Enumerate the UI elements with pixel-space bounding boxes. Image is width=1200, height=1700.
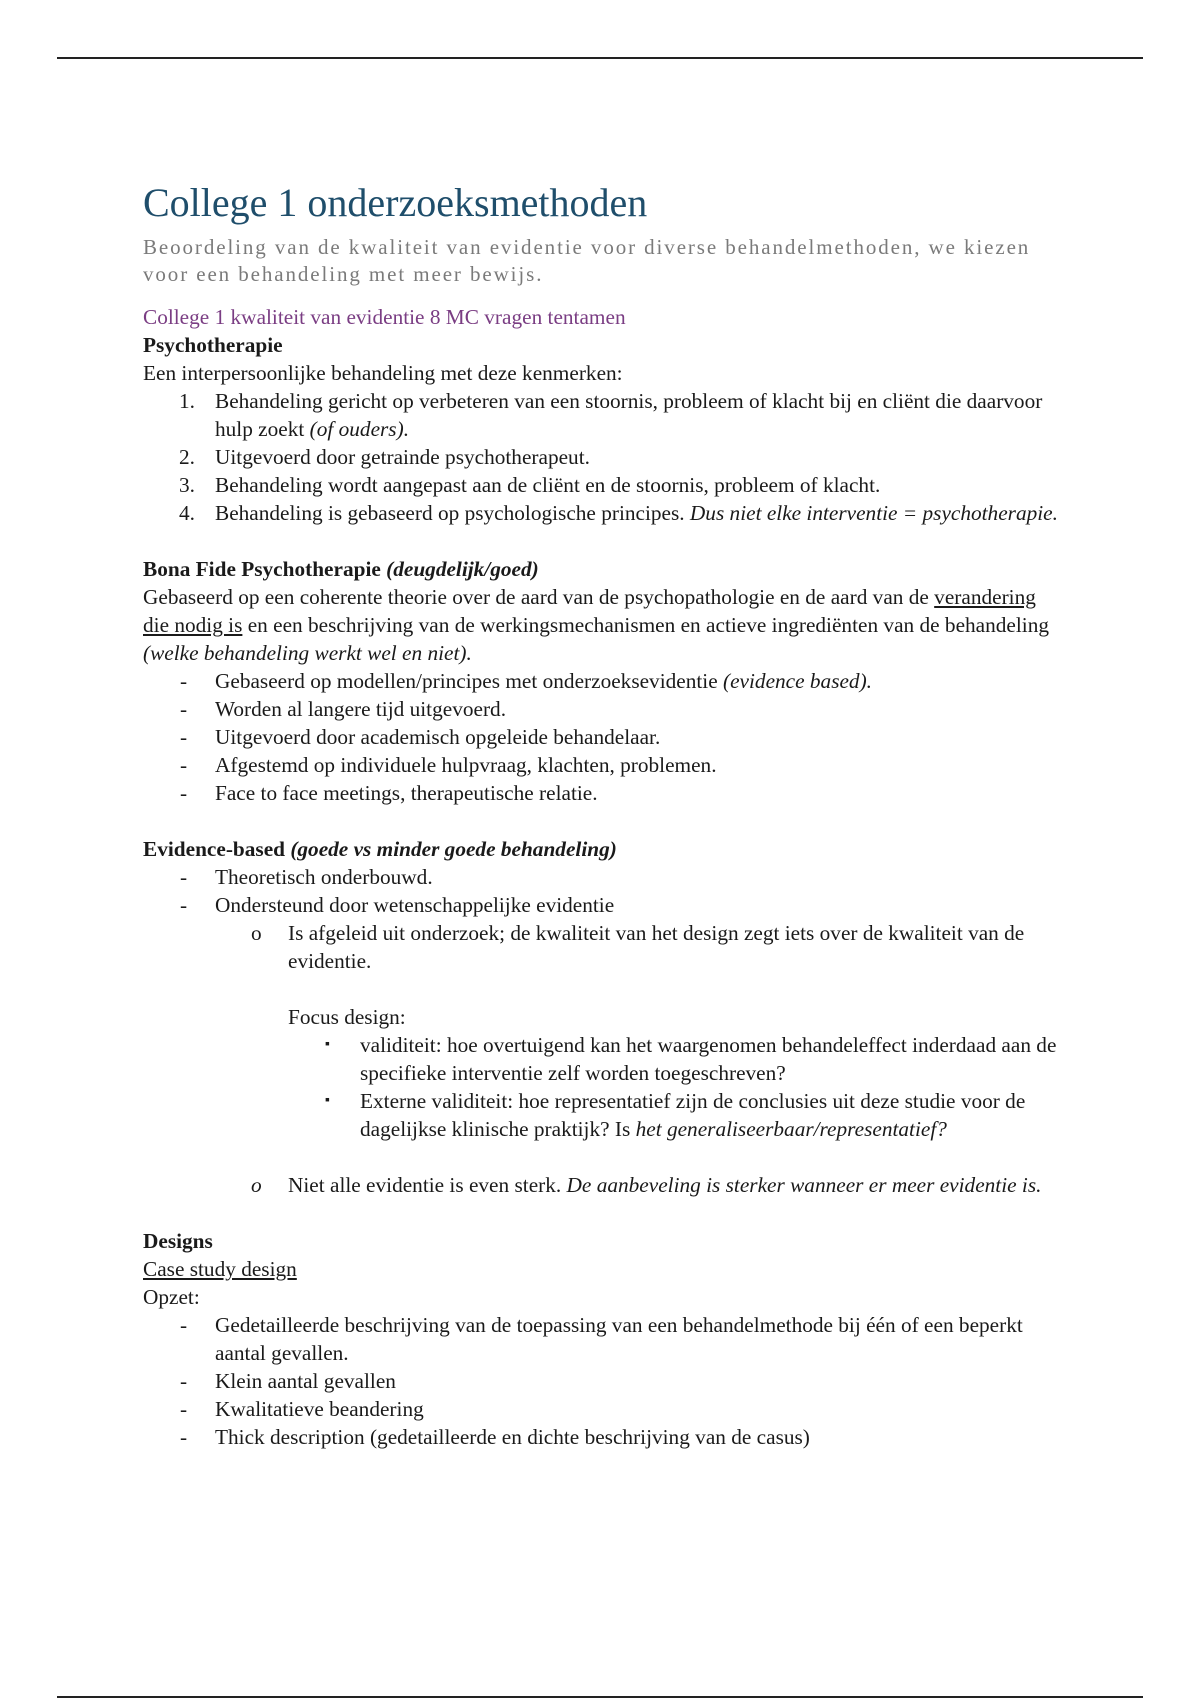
evidence-based-heading-italic: (goede vs minder goede behandeling) <box>290 837 617 861</box>
list-item-text: Behandeling wordt aangepast aan de cliënt en de stoornis, probleem of klacht. <box>215 473 881 497</box>
bona-fide-list <box>143 667 1063 807</box>
paragraph-underline: verandering die nodig is <box>143 585 1036 637</box>
list-item-text: Gebaseerd op modellen/principes met onderzoeksevidentie <box>215 669 723 693</box>
dash-bullet: - <box>180 669 188 693</box>
dash-bullet: - <box>180 865 188 889</box>
list-item-text: Uitgevoerd door academisch opgeleide behandelaar. <box>215 725 661 749</box>
list-item-text: Theoretisch onderbouwd. <box>215 865 433 889</box>
paragraph-text: Gebaseerd op een coherente theorie over de aard van de psychopathologie en de aard van de <box>143 585 935 609</box>
list-number: 3. <box>179 473 195 497</box>
list-item-text: Face to face meetings, therapeutische relatie. <box>215 781 598 805</box>
footer-rule <box>57 1696 1143 1698</box>
focus-design-list <box>143 1031 1063 1143</box>
list-item <box>143 779 1063 807</box>
list-item-text: Behandeling gericht op verbeteren van een stoornis, probleem of klacht bij en cliënt die daarvoor hulp zoekt <box>215 389 1043 441</box>
list-item-text: Klein aantal gevallen <box>215 1369 396 1393</box>
list-item <box>143 1395 1063 1423</box>
dash-bullet: - <box>180 1425 188 1449</box>
dash-bullet: - <box>180 1313 188 1337</box>
list-item-italic: De aanbeveling is sterker wanneer er meer evidentie is. <box>566 1173 1042 1197</box>
list-item-italic: (evidence based). <box>723 669 872 693</box>
list-item-text: Niet alle evidentie is even sterk. <box>288 1173 567 1197</box>
psychotherapie-heading: Psychotherapie <box>143 333 283 357</box>
list-item-text: Externe validiteit: hoe representatief zijn de conclusies uit deze studie voor de dagelijkse klinische praktijk? Is <box>360 1089 1026 1141</box>
square-bullet: ▪ <box>325 1037 330 1052</box>
evidence-sub-list-2 <box>143 1171 1063 1199</box>
paragraph-text: en een beschrijving van de werkingsmechanismen en actieve ingrediënten van de behandeling <box>242 613 1049 637</box>
list-item <box>143 443 1063 471</box>
dash-bullet: - <box>180 781 188 805</box>
sub-list-item <box>143 1171 1063 1199</box>
square-bullet: ▪ <box>325 1093 330 1108</box>
case-study-heading: Case study design <box>143 1257 297 1281</box>
list-item <box>143 695 1063 723</box>
focus-design-label: Focus design: <box>288 1005 406 1029</box>
document-subtitle: Beoordeling van de kwaliteit van evidentie voor diverse behandelmethoden, we kiezen voor een behandeling met meer bewijs. <box>143 235 1031 286</box>
list-item <box>143 1423 1063 1451</box>
dash-bullet: - <box>180 1369 188 1393</box>
list-item-text: Kwalitatieve beandering <box>215 1397 424 1421</box>
circle-bullet: o <box>251 1173 262 1197</box>
designs-heading: Designs <box>143 1229 213 1253</box>
list-item <box>143 891 1063 919</box>
psychotherapie-intro: Een interpersoonlijke behandeling met deze kenmerken: <box>143 361 623 385</box>
list-item-text: Uitgevoerd door getrainde psychotherapeut. <box>215 445 590 469</box>
list-item <box>143 667 1063 695</box>
college-heading: College 1 kwaliteit van evidentie 8 MC vragen tentamen <box>143 305 626 329</box>
evidence-sub-list <box>143 919 1063 975</box>
sub-list-item <box>143 919 1063 975</box>
dash-bullet: - <box>180 753 188 777</box>
list-item <box>143 499 1063 527</box>
evidence-based-heading <box>143 835 1063 863</box>
list-item-text: Behandeling is gebaseerd op psychologische principes. <box>215 501 690 525</box>
bona-fide-heading-italic: (deugdelijk/goed) <box>386 557 539 581</box>
header-rule <box>57 57 1143 59</box>
sub-sub-list-item <box>143 1087 1063 1143</box>
list-number: 1. <box>179 389 195 413</box>
list-item-italic: (of ouders). <box>309 417 410 441</box>
list-item-text: Thick description (gedetailleerde en dichte beschrijving van de casus) <box>215 1425 810 1449</box>
list-item <box>143 751 1063 779</box>
paragraph-italic: (welke behandeling werkt wel en niet). <box>143 641 472 665</box>
list-item-text: validiteit: hoe overtuigend kan het waargenomen behandeleffect inderdaad aan de specifieke interventie zelf worden toegeschreven? <box>360 1033 1057 1085</box>
list-item <box>143 863 1063 891</box>
list-number: 2. <box>179 445 195 469</box>
dash-bullet: - <box>180 725 188 749</box>
list-item <box>143 387 1063 443</box>
list-item <box>143 1367 1063 1395</box>
bona-fide-heading-text: Bona Fide Psychotherapie <box>143 557 387 581</box>
document-body <box>143 178 1063 1451</box>
list-item-italic: het generaliseerbaar/representatief? <box>635 1117 947 1141</box>
list-item <box>143 1311 1063 1367</box>
list-item-text: Is afgeleid uit onderzoek; de kwaliteit van het design zegt iets over de kwaliteit van de evidentie. <box>288 921 1025 973</box>
list-item <box>143 471 1063 499</box>
dash-bullet: - <box>180 697 188 721</box>
document-title: College 1 onderzoeksmethoden <box>143 180 648 225</box>
list-item-text: Ondersteund door wetenschappelijke evidentie <box>215 893 615 917</box>
designs-list <box>143 1311 1063 1451</box>
list-item-text: Gedetailleerde beschrijving van de toepassing van een behandelmethode bij één of een beperkt aantal gevallen. <box>215 1313 1023 1365</box>
list-item <box>143 723 1063 751</box>
sub-sub-list-item <box>143 1031 1063 1087</box>
list-number: 4. <box>179 501 195 525</box>
bona-fide-paragraph <box>143 583 1063 667</box>
list-item-text: Worden al langere tijd uitgevoerd. <box>215 697 507 721</box>
list-item-italic: Dus niet elke interventie = psychotherapie. <box>689 501 1058 525</box>
opzet-label: Opzet: <box>143 1285 200 1309</box>
dash-bullet: - <box>180 1397 188 1421</box>
dash-bullet: - <box>180 893 188 917</box>
psychotherapie-list <box>143 387 1063 527</box>
circle-bullet: o <box>251 921 262 945</box>
evidence-based-list <box>143 863 1063 919</box>
evidence-based-heading-text: Evidence-based <box>143 837 291 861</box>
list-item-text: Afgestemd op individuele hulpvraag, klachten, problemen. <box>215 753 717 777</box>
bona-fide-heading <box>143 555 1063 583</box>
